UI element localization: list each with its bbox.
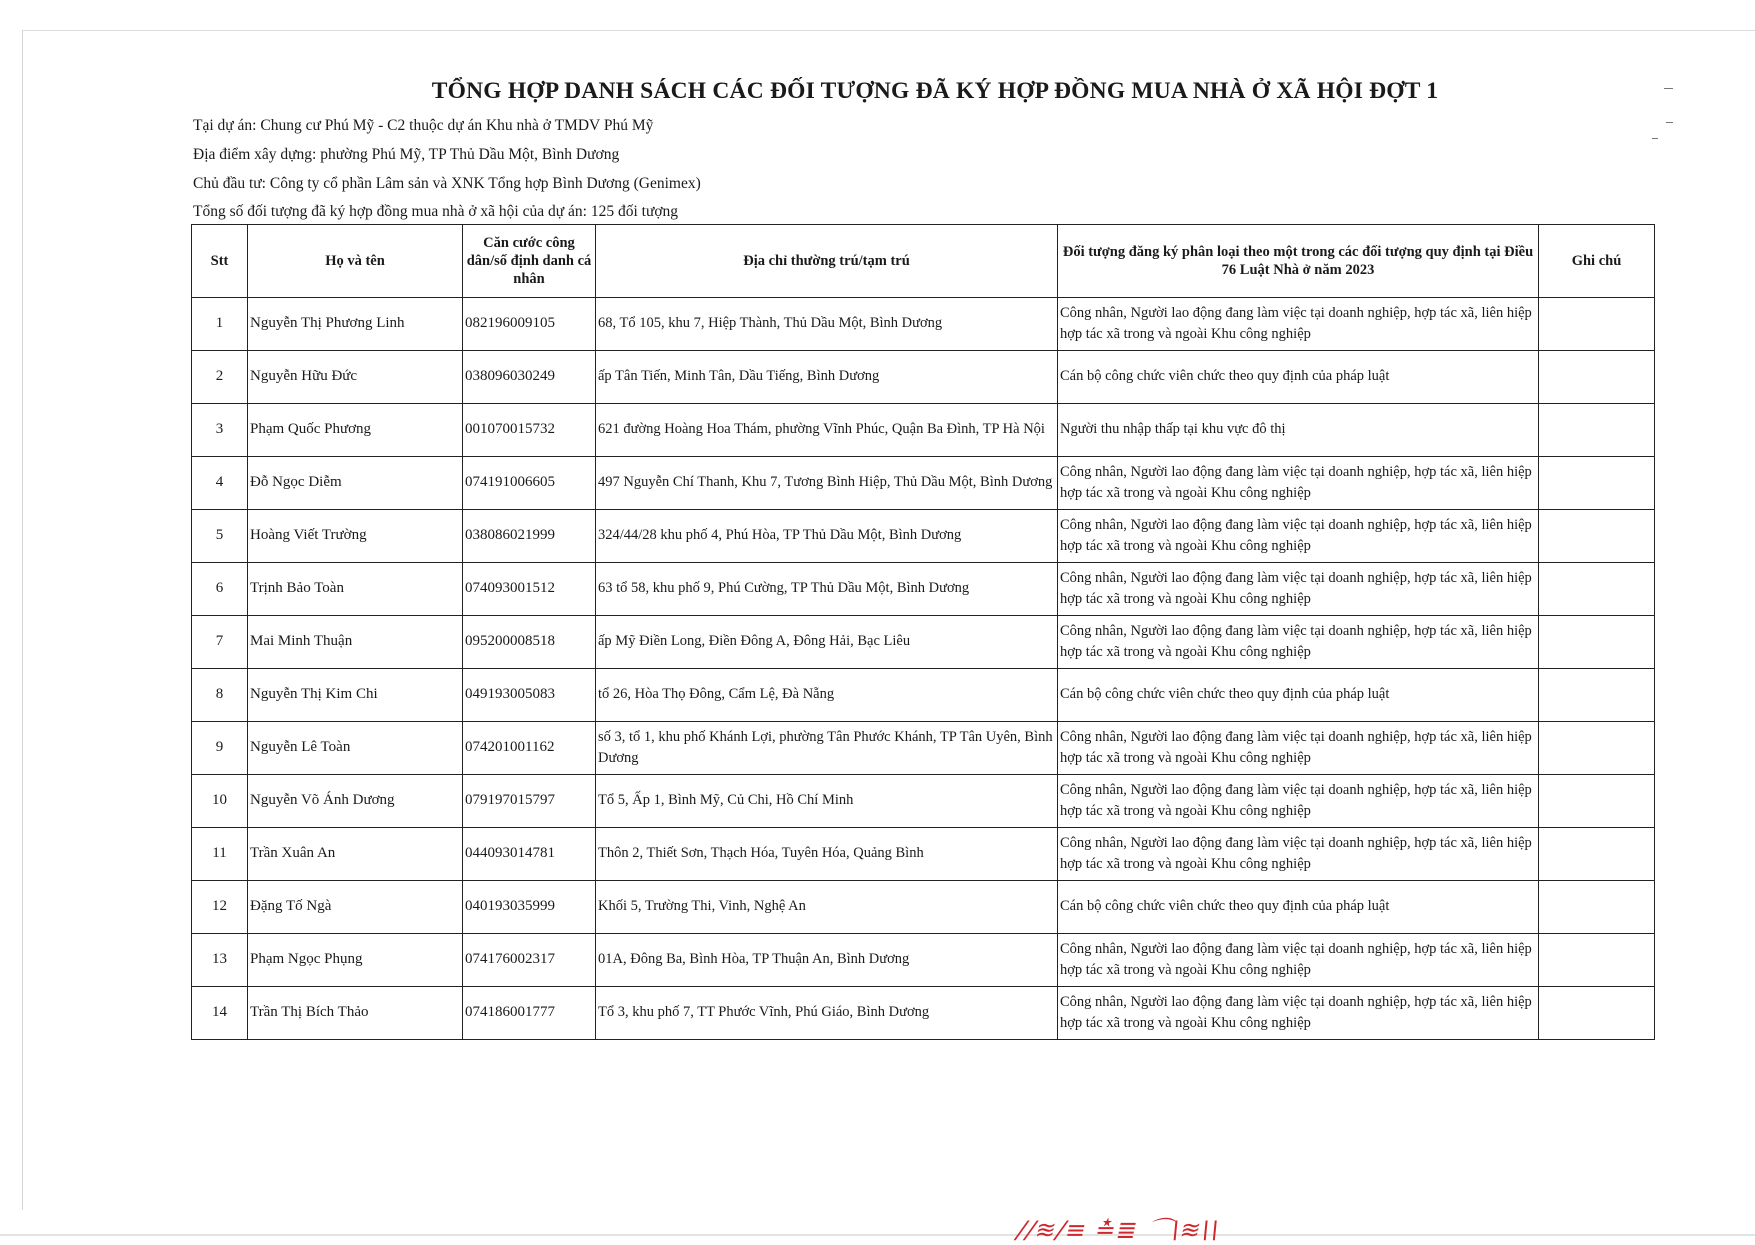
cell-name: Nguyễn Võ Ánh Dương	[248, 775, 463, 828]
cell-category: Công nhân, Người lao động đang làm việc tại doanh nghiệp, hợp tác xã, liên hiệp hợp tác xã trong và ngoài Khu công nghiệp	[1058, 457, 1539, 510]
header-note: Ghi chú	[1539, 225, 1655, 298]
project-line: Tại dự án: Chung cư Phú Mỹ - C2 thuộc dự án Khu nhà ở TMDV Phú Mỹ	[193, 117, 654, 134]
cell-address: Khối 5, Trường Thi, Vinh, Nghệ An	[596, 881, 1058, 934]
cell-name: Nguyễn Thị Kim Chi	[248, 669, 463, 722]
cell-address: ấp Mỹ Điền Long, Điền Đông A, Đông Hải, Bạc Liêu	[596, 616, 1058, 669]
cell-note	[1539, 669, 1655, 722]
cell-stt: 14	[192, 987, 248, 1040]
cell-id: 074191006605	[463, 457, 596, 510]
cell-stt: 5	[192, 510, 248, 563]
cell-name: Nguyễn Thị Phương Linh	[248, 298, 463, 351]
table-row	[192, 934, 1655, 987]
red-stamp-fragment: //≋/≡ ≛≣ ⌒\≋\\	[1014, 1216, 1223, 1244]
cell-address: Tổ 5, Ấp 1, Bình Mỹ, Củ Chi, Hồ Chí Minh	[596, 775, 1058, 828]
cell-stt: 8	[192, 669, 248, 722]
cell-category: Công nhân, Người lao động đang làm việc tại doanh nghiệp, hợp tác xã, liên hiệp hợp tác xã trong và ngoài Khu công nghiệp	[1058, 563, 1539, 616]
cell-category: Người thu nhập thấp tại khu vực đô thị	[1058, 404, 1539, 457]
cell-note	[1539, 987, 1655, 1040]
cell-id: 074186001777	[463, 987, 596, 1040]
cell-stt: 13	[192, 934, 248, 987]
document-title: TỔNG HỢP DANH SÁCH CÁC ĐỐI TƯỢNG ĐÃ KÝ HỢP ĐỒNG MUA NHÀ Ở XÃ HỘI ĐỢT 1	[431, 78, 1439, 104]
scan-border-top	[22, 30, 1755, 31]
cell-name: Trịnh Bảo Toàn	[248, 563, 463, 616]
cell-note	[1539, 510, 1655, 563]
cell-category: Cán bộ công chức viên chức theo quy định của pháp luật	[1058, 351, 1539, 404]
cell-category: Cán bộ công chức viên chức theo quy định của pháp luật	[1058, 669, 1539, 722]
cell-name: Mai Minh Thuận	[248, 616, 463, 669]
cell-name: Hoàng Viết Trường	[248, 510, 463, 563]
header-id: Căn cước công dân/số định danh cá nhân	[463, 225, 596, 298]
cell-name: Trần Xuân An	[248, 828, 463, 881]
table-row	[192, 722, 1655, 775]
cell-name: Phạm Ngọc Phụng	[248, 934, 463, 987]
table-body	[192, 298, 1655, 1040]
cell-note	[1539, 563, 1655, 616]
cell-address: 621 đường Hoàng Hoa Thám, phường Vĩnh Phúc, Quận Ba Đình, TP Hà Nội	[596, 404, 1058, 457]
cell-address: tổ 26, Hòa Thọ Đông, Cẩm Lệ, Đà Nẵng	[596, 669, 1058, 722]
cell-address: 68, Tổ 105, khu 7, Hiệp Thành, Thủ Dầu Một, Bình Dương	[596, 298, 1058, 351]
header-stt: Stt	[192, 225, 248, 298]
cell-id: 001070015732	[463, 404, 596, 457]
table-row	[192, 510, 1655, 563]
table-row	[192, 616, 1655, 669]
cell-name: Nguyễn Hữu Đức	[248, 351, 463, 404]
scan-mark	[1666, 122, 1673, 123]
table-row	[192, 457, 1655, 510]
cell-stt: 2	[192, 351, 248, 404]
cell-name: Nguyễn Lê Toàn	[248, 722, 463, 775]
cell-note	[1539, 881, 1655, 934]
cell-note	[1539, 828, 1655, 881]
cell-address: 01A, Đông Ba, Bình Hòa, TP Thuận An, Bình Dương	[596, 934, 1058, 987]
cell-id: 040193035999	[463, 881, 596, 934]
table-row	[192, 987, 1655, 1040]
cell-id: 095200008518	[463, 616, 596, 669]
cell-name: Đỗ Ngọc Diễm	[248, 457, 463, 510]
cell-stt: 1	[192, 298, 248, 351]
cell-note	[1539, 298, 1655, 351]
cell-note	[1539, 722, 1655, 775]
cell-category: Công nhân, Người lao động đang làm việc tại doanh nghiệp, hợp tác xã, liên hiệp hợp tác xã trong và ngoài Khu công nghiệp	[1058, 934, 1539, 987]
cell-category: Công nhân, Người lao động đang làm việc tại doanh nghiệp, hợp tác xã, liên hiệp hợp tác xã trong và ngoài Khu công nghiệp	[1058, 616, 1539, 669]
table-row	[192, 669, 1655, 722]
table-row	[192, 351, 1655, 404]
cell-category: Công nhân, Người lao động đang làm việc tại doanh nghiệp, hợp tác xã, liên hiệp hợp tác xã trong và ngoài Khu công nghiệp	[1058, 722, 1539, 775]
cell-category: Công nhân, Người lao động đang làm việc tại doanh nghiệp, hợp tác xã, liên hiệp hợp tác xã trong và ngoài Khu công nghiệp	[1058, 775, 1539, 828]
cell-note	[1539, 775, 1655, 828]
cell-stt: 11	[192, 828, 248, 881]
scan-border-left	[22, 30, 23, 1210]
location-line: Địa điểm xây dựng: phường Phú Mỹ, TP Thủ Dầu Một, Bình Dương	[193, 146, 620, 163]
cell-note	[1539, 457, 1655, 510]
cell-category: Công nhân, Người lao động đang làm việc tại doanh nghiệp, hợp tác xã, liên hiệp hợp tác xã trong và ngoài Khu công nghiệp	[1058, 510, 1539, 563]
table-row	[192, 881, 1655, 934]
cell-id: 074201001162	[463, 722, 596, 775]
cell-note	[1539, 404, 1655, 457]
cell-category: Công nhân, Người lao động đang làm việc tại doanh nghiệp, hợp tác xã, liên hiệp hợp tác xã trong và ngoài Khu công nghiệp	[1058, 828, 1539, 881]
cell-id: 038086021999	[463, 510, 596, 563]
scan-mark	[1652, 138, 1658, 139]
cell-stt: 9	[192, 722, 248, 775]
cell-address: số 3, tổ 1, khu phố Khánh Lợi, phường Tân Phước Khánh, TP Tân Uyên, Bình Dương	[596, 722, 1058, 775]
cell-address: Tổ 3, khu phố 7, TT Phước Vĩnh, Phú Giáo, Bình Dương	[596, 987, 1058, 1040]
cell-address: 497 Nguyễn Chí Thanh, Khu 7, Tương Bình Hiệp, Thủ Dầu Một, Bình Dương	[596, 457, 1058, 510]
table-row	[192, 828, 1655, 881]
cell-address: 324/44/28 khu phố 4, Phú Hòa, TP Thủ Dầu Một, Bình Dương	[596, 510, 1058, 563]
cell-id: 079197015797	[463, 775, 596, 828]
cell-id: 074093001512	[463, 563, 596, 616]
cell-id: 038096030249	[463, 351, 596, 404]
cell-note	[1539, 616, 1655, 669]
table-row	[192, 775, 1655, 828]
cell-note	[1539, 934, 1655, 987]
cell-address: ấp Tân Tiến, Minh Tân, Dầu Tiếng, Bình Dương	[596, 351, 1058, 404]
cell-address: 63 tổ 58, khu phố 9, Phú Cường, TP Thủ Dầu Một, Bình Dương	[596, 563, 1058, 616]
cell-id: 082196009105	[463, 298, 596, 351]
header-category: Đối tượng đăng ký phân loại theo một trong các đối tượng quy định tại Điều 76 Luật Nhà ở năm 2023	[1058, 225, 1539, 298]
scan-border-bottom	[0, 1234, 1755, 1236]
cell-stt: 4	[192, 457, 248, 510]
table-row	[192, 404, 1655, 457]
cell-name: Phạm Quốc Phương	[248, 404, 463, 457]
table-row	[192, 298, 1655, 351]
cell-category: Cán bộ công chức viên chức theo quy định của pháp luật	[1058, 881, 1539, 934]
cell-id: 074176002317	[463, 934, 596, 987]
cell-note	[1539, 351, 1655, 404]
table-row	[192, 563, 1655, 616]
cell-stt: 7	[192, 616, 248, 669]
cell-category: Công nhân, Người lao động đang làm việc tại doanh nghiệp, hợp tác xã, liên hiệp hợp tác xã trong và ngoài Khu công nghiệp	[1058, 298, 1539, 351]
cell-stt: 3	[192, 404, 248, 457]
investor-line: Chủ đầu tư: Công ty cổ phần Lâm sản và XNK Tổng hợp Bình Dương (Genimex)	[193, 175, 701, 192]
header-address: Địa chỉ thường trú/tạm trú	[596, 225, 1058, 298]
total-count-line: Tổng số đối tượng đã ký hợp đồng mua nhà ở xã hội của dự án: 125 đối tượng	[193, 203, 679, 220]
cell-id: 044093014781	[463, 828, 596, 881]
cell-name: Trần Thị Bích Thảo	[248, 987, 463, 1040]
cell-stt: 6	[192, 563, 248, 616]
header-name: Họ và tên	[248, 225, 463, 298]
cell-address: Thôn 2, Thiết Sơn, Thạch Hóa, Tuyên Hóa, Quảng Bình	[596, 828, 1058, 881]
cell-category: Công nhân, Người lao động đang làm việc tại doanh nghiệp, hợp tác xã, liên hiệp hợp tác xã trong và ngoài Khu công nghiệp	[1058, 987, 1539, 1040]
cell-stt: 10	[192, 775, 248, 828]
table-header-row	[192, 225, 1655, 298]
cell-id: 049193005083	[463, 669, 596, 722]
cell-name: Đặng Tố Ngà	[248, 881, 463, 934]
cell-stt: 12	[192, 881, 248, 934]
beneficiary-table	[191, 224, 1655, 1040]
